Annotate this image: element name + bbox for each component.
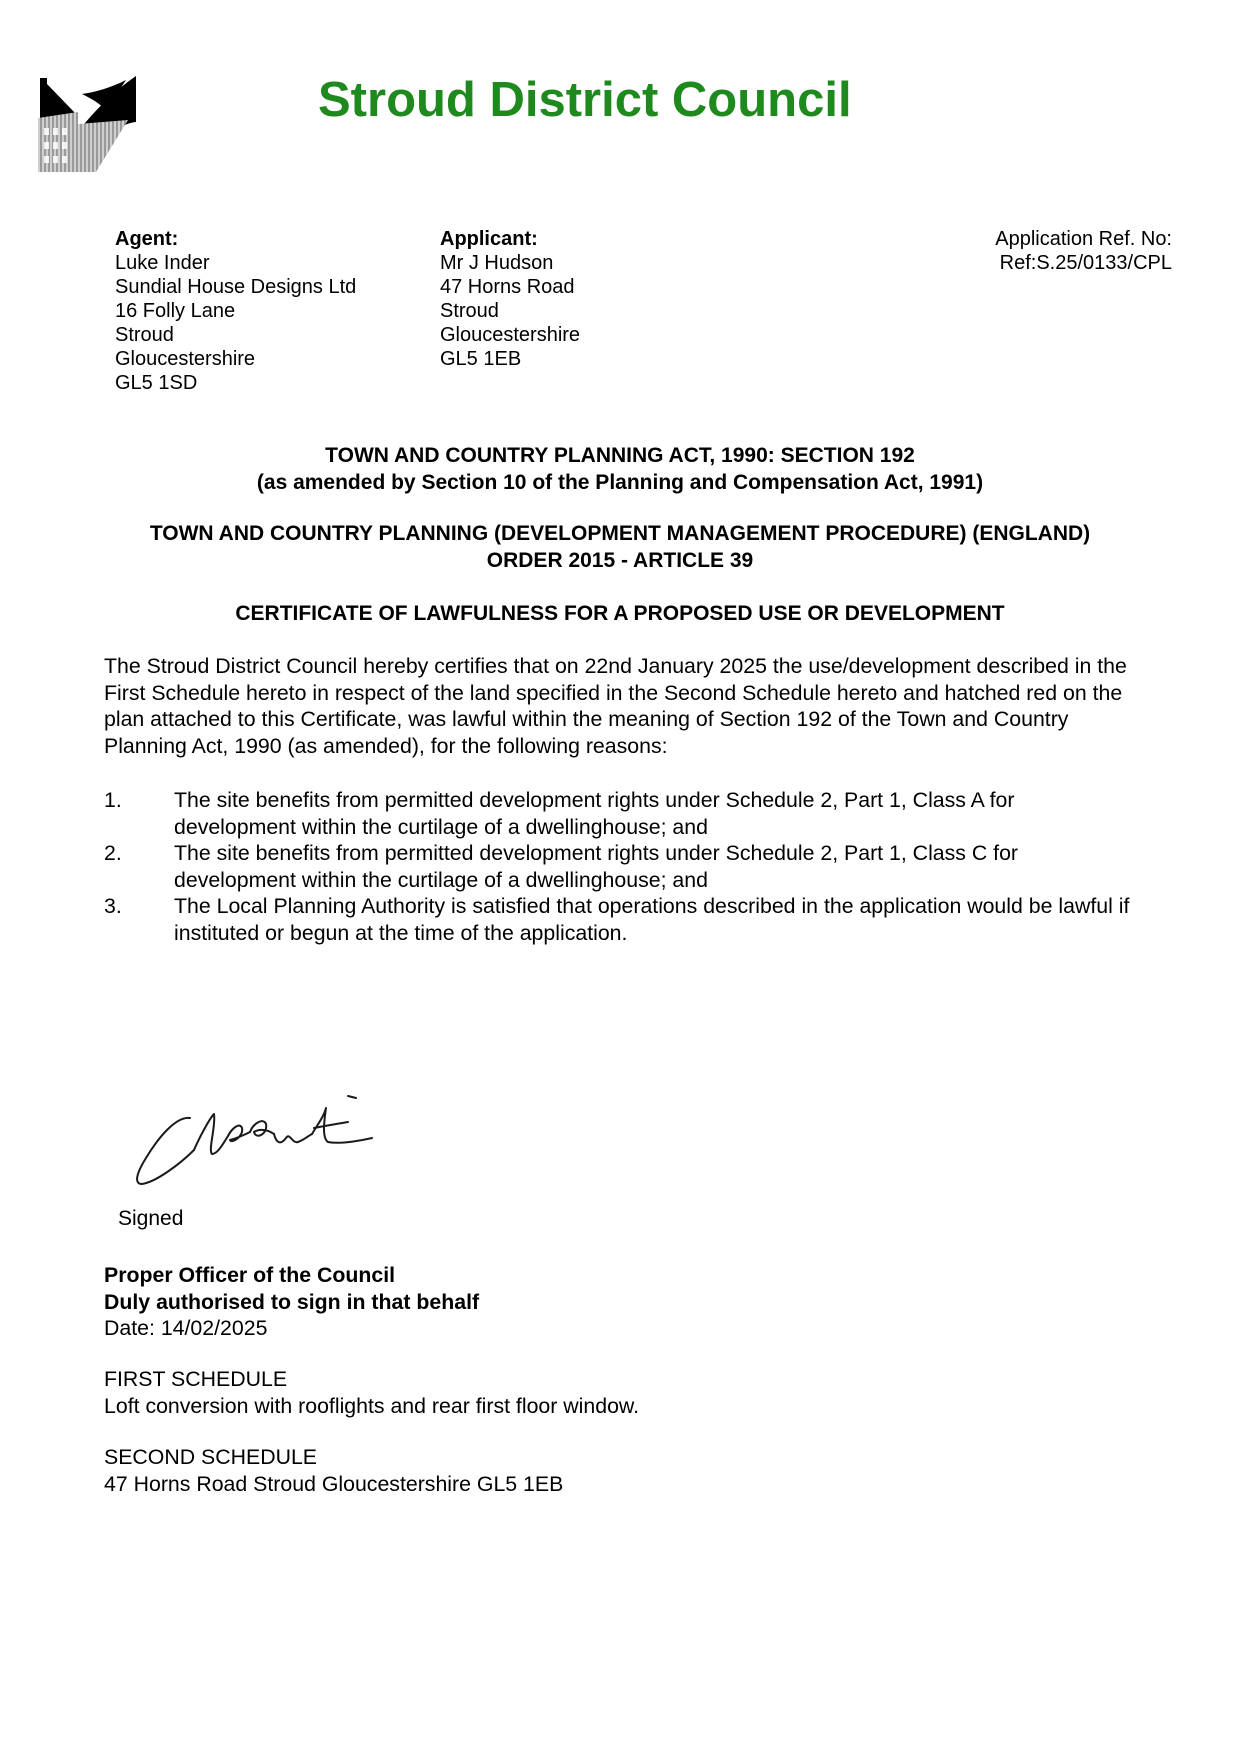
applicant-line: GL5 1EB	[440, 348, 522, 370]
officer-date: Date: 14/02/2025	[104, 1316, 268, 1340]
certification-line: The Stroud District Council hereby certifies that on 22nd January 2025 the use/development described in the	[104, 654, 1127, 678]
agent-line: Luke Inder	[115, 252, 210, 274]
order-heading-line: TOWN AND COUNTRY PLANNING (DEVELOPMENT MANAGEMENT PROCEDURE) (ENGLAND)	[149, 522, 1091, 545]
council-mill-logo-icon	[36, 74, 136, 172]
council-title: Stroud District Council	[318, 73, 852, 127]
first-schedule-text: Loft conversion with rooflights and rear first floor window.	[104, 1393, 640, 1418]
reason-item	[104, 840, 1214, 893]
signed-label: Signed	[118, 1207, 184, 1230]
reason-line: The site benefits from permitted development rights under Schedule 2, Part 1, Class A for	[174, 788, 1015, 812]
officer-title: Proper Officer of the Council	[104, 1263, 396, 1287]
application-reference	[995, 227, 1172, 275]
certificate-heading-line: CERTIFICATE OF LAWFULNESS FOR A PROPOSED USE OR DEVELOPMENT	[235, 602, 1005, 625]
certification-paragraph	[104, 653, 1204, 759]
certification-line: plan attached to this Certificate, was lawful within the meaning of Section 192 of the Town and Country	[104, 707, 1069, 731]
agent-line: GL5 1SD	[115, 372, 198, 394]
handwritten-signature	[128, 1088, 388, 1198]
act-heading-line: TOWN AND COUNTRY PLANNING ACT, 1990: SECTION 192	[325, 444, 915, 467]
reasons-list	[104, 787, 1214, 946]
reason-item	[104, 893, 1214, 946]
act-heading-line: (as amended by Section 10 of the Planning and Compensation Act, 1991)	[256, 471, 984, 494]
order-heading	[80, 520, 1160, 574]
certification-line: Planning Act, 1990 (as amended), for the following reasons:	[104, 733, 668, 758]
officer-authority: Duly authorised to sign in that behalf	[104, 1289, 480, 1314]
applicant-heading: Applicant:	[440, 228, 538, 250]
agent-address-block	[115, 227, 356, 395]
reason-line: The Local Planning Authority is satisfied that operations described in the application would be lawful if	[174, 894, 1130, 918]
certificate-heading	[80, 600, 1160, 627]
applicant-line: Stroud	[440, 300, 499, 322]
reason-line: instituted or begun at the time of the application.	[174, 920, 628, 945]
reason-line: development within the curtilage of a dwellinghouse; and	[174, 814, 708, 839]
reason-number: 1.	[104, 788, 122, 812]
reason-number: 3.	[104, 894, 122, 918]
order-heading-line: ORDER 2015 - ARTICLE 39	[486, 549, 754, 572]
reason-item	[104, 787, 1214, 840]
second-schedule-text: 47 Horns Road Stroud Gloucestershire GL5 1EB	[104, 1471, 564, 1496]
reason-line: The site benefits from permitted development rights under Schedule 2, Part 1, Class C for	[174, 841, 1019, 865]
reason-number: 2.	[104, 841, 122, 865]
applicant-line: Mr J Hudson	[440, 252, 554, 274]
certification-line: First Schedule hereto in respect of the land specified in the Second Schedule hereto and hatched red on the	[104, 680, 1123, 705]
act-heading	[80, 442, 1160, 496]
agent-line: Stroud	[115, 324, 174, 346]
second-schedule-heading: SECOND SCHEDULE	[104, 1445, 318, 1469]
application-ref-label: Application Ref. No:	[995, 228, 1172, 250]
reason-line: development within the curtilage of a dwellinghouse; and	[174, 867, 708, 892]
agent-line: 16 Folly Lane	[115, 300, 236, 322]
applicant-address-block	[440, 227, 580, 371]
agent-heading: Agent:	[115, 228, 179, 250]
officer-block	[104, 1262, 479, 1342]
applicant-line: Gloucestershire	[440, 324, 581, 346]
first-schedule	[104, 1366, 639, 1419]
application-ref-value: Ref:S.25/0133/CPL	[999, 252, 1172, 274]
agent-line: Gloucestershire	[115, 348, 256, 370]
agent-line: Sundial House Designs Ltd	[115, 276, 357, 298]
second-schedule	[104, 1444, 563, 1497]
first-schedule-heading: FIRST SCHEDULE	[104, 1367, 288, 1391]
applicant-line: 47 Horns Road	[440, 276, 575, 298]
